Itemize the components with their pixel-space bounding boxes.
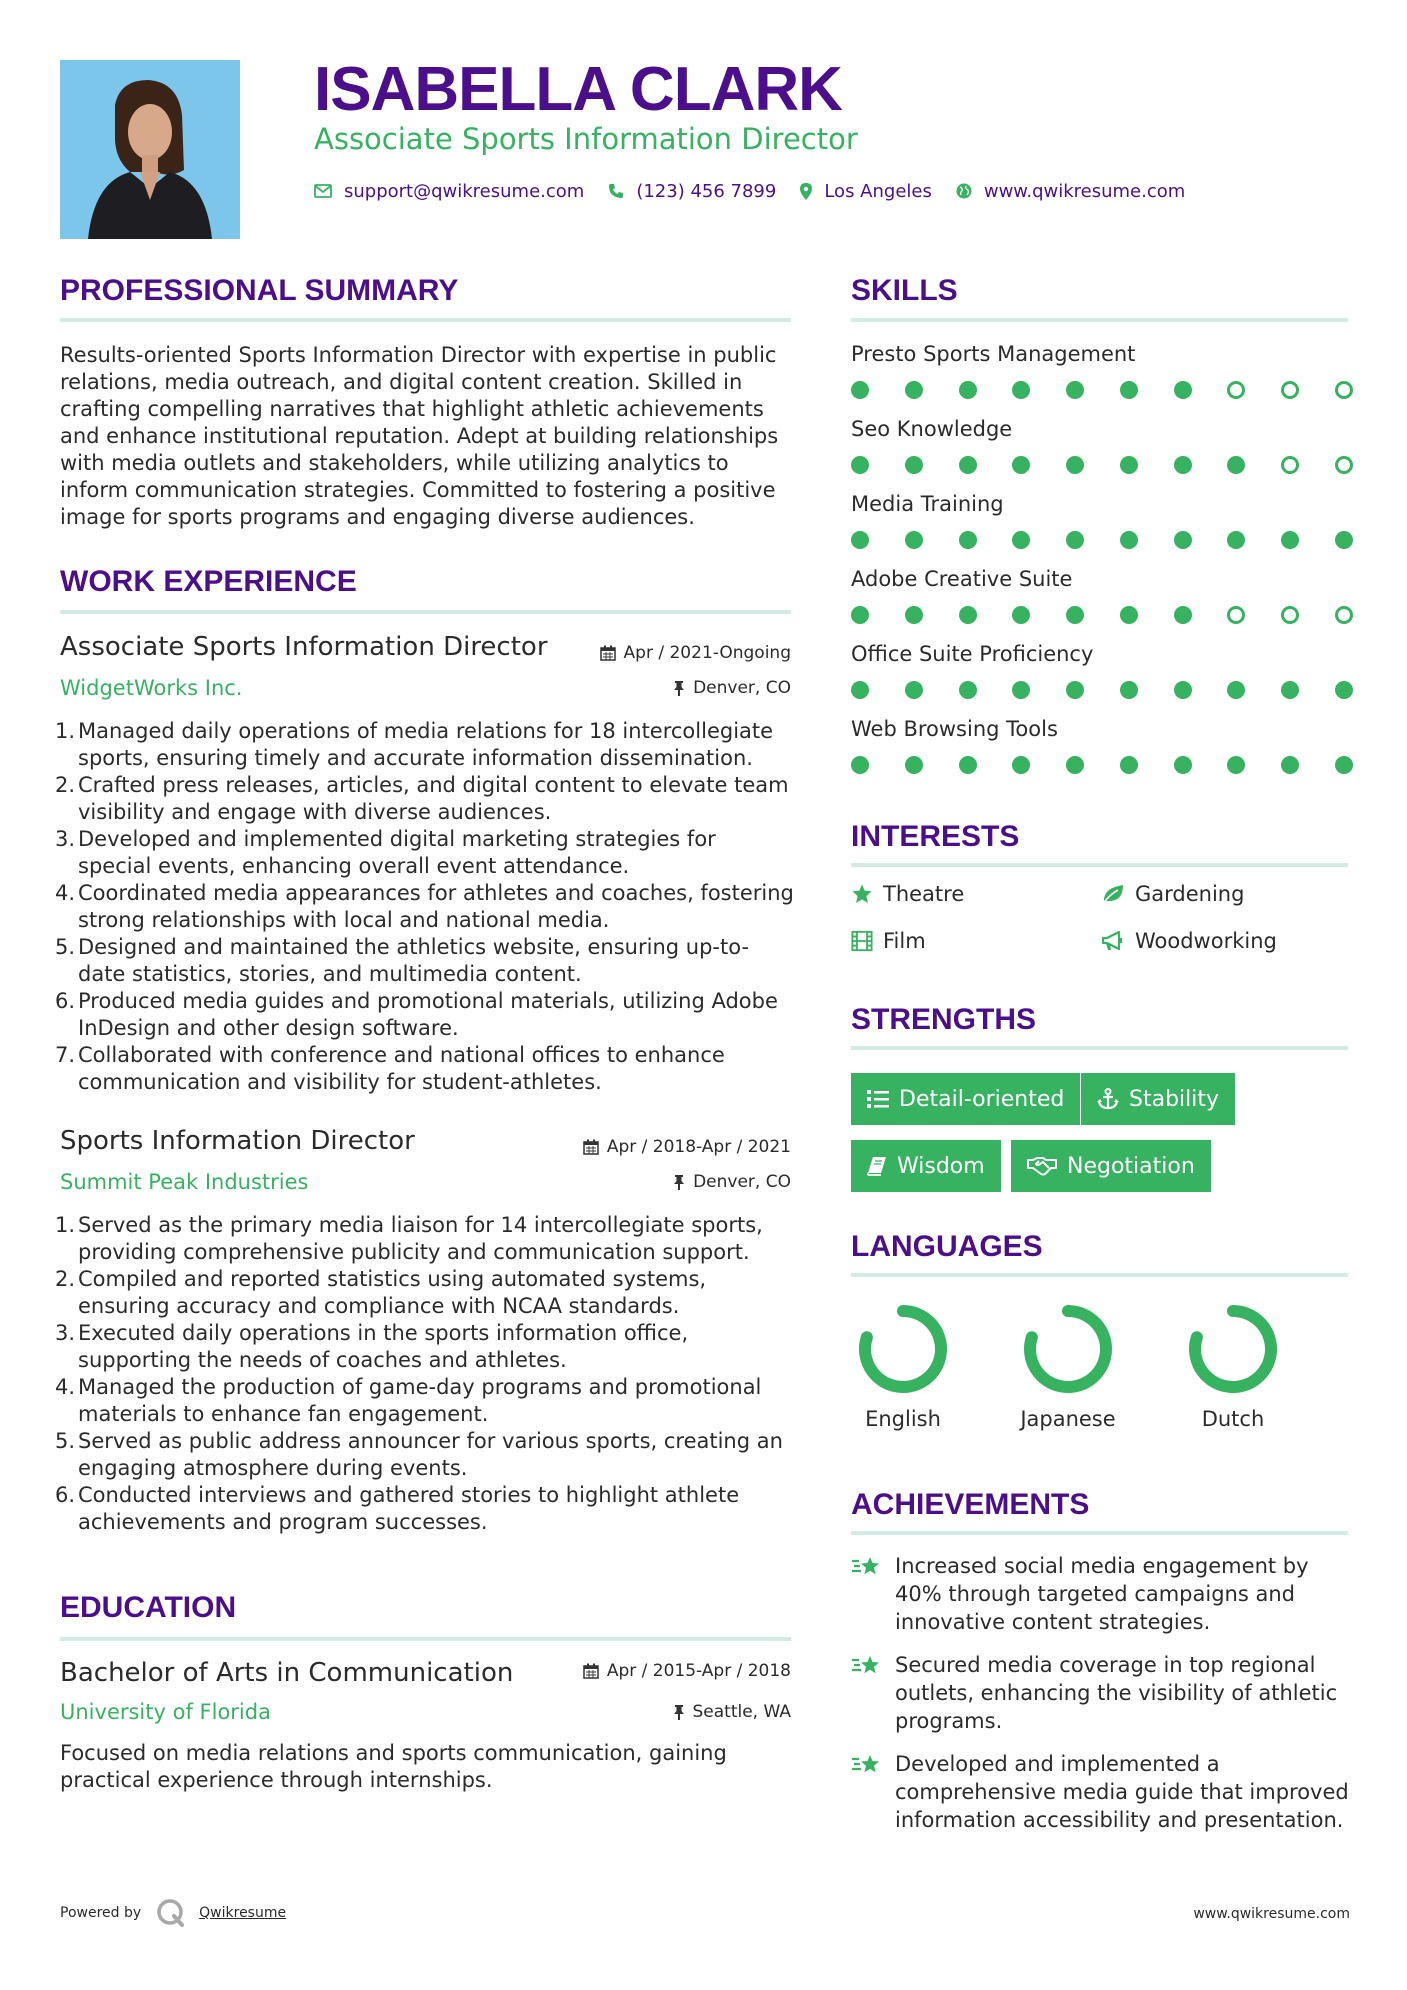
company-name: Summit Peak Industries [60,1170,309,1194]
map-marker-icon [800,183,812,200]
rating-dot-filled [1335,681,1353,699]
rating-dot-empty [1281,456,1299,474]
list-item: 5. Served as public address announcer for various sports, creating an engaging atmosphere during events. [55,1429,783,1480]
achievement-item [851,1651,1356,1735]
skill-rating [851,456,1353,474]
qwikresume-link[interactable]: Qwikresume [199,1905,287,1921]
skill-rating [851,381,1353,399]
rating-dot-filled [905,381,923,399]
rating-dot-filled [1012,681,1030,699]
star-icon [851,883,873,905]
rating-dot-filled [905,531,923,549]
rating-dot-filled [959,381,977,399]
list-item: 1. Served as the primary media liaison for 14 intercollegiate sports, providing comprehensive publicity and communication support. [55,1213,763,1264]
contact-email[interactable] [314,181,584,202]
rating-dot-filled [1066,381,1084,399]
job-date [600,643,791,663]
interest-item: Theatre [851,882,964,906]
rating-dot-empty [1227,606,1245,624]
interest-item: Gardening [1101,882,1244,906]
rating-dot-filled [905,756,923,774]
rating-dot-filled [905,681,923,699]
footer-powered-by [60,1898,286,1928]
calendar-icon [600,645,616,661]
skill-rating [851,606,1353,624]
pin-icon [673,680,685,696]
job-location-text: Denver, CO [693,678,791,698]
skills-divider [851,318,1348,322]
rating-dot-filled [851,756,869,774]
language-item [998,1301,1138,1431]
rating-dot-empty [1281,606,1299,624]
rating-dot-filled [1335,756,1353,774]
strength-tag: Negotiation [1011,1140,1211,1192]
skill-name: Adobe Creative Suite [851,567,1073,591]
rating-dot-filled [1012,456,1030,474]
school-name: University of Florida [60,1700,271,1724]
rating-dot-empty [1335,381,1353,399]
language-name: English [865,1407,941,1431]
shooting-star-icon [851,1554,883,1580]
summary-heading: PROFESSIONAL SUMMARY [60,274,459,307]
rating-dot-filled [1120,606,1138,624]
rating-dot-filled [1012,381,1030,399]
rating-dot-filled [1012,606,1030,624]
summary-divider [60,318,791,322]
skill-rating [851,756,1353,774]
leaf-icon [1101,883,1125,905]
contact-bar [314,176,1209,206]
job-bullet-list [55,1212,794,1536]
language-name: Dutch [1201,1407,1265,1431]
rating-dot-filled [1227,531,1245,549]
rating-dot-filled [1174,456,1192,474]
rating-dot-filled [959,681,977,699]
rating-dot-filled [959,606,977,624]
book-icon [867,1156,887,1176]
language-item [833,1301,973,1431]
rating-dot-filled [1066,531,1084,549]
rating-dot-filled [1120,681,1138,699]
rating-dot-filled [905,606,923,624]
skill-name: Media Training [851,492,1004,516]
location-text: Los Angeles [824,180,932,202]
rating-dot-filled [1120,381,1138,399]
list-item: 6. Conducted interviews and gathered stories to highlight athlete achievements and program successes. [55,1483,740,1534]
list-icon [867,1089,889,1109]
rating-dot-filled [851,681,869,699]
contact-phone[interactable] [608,181,776,202]
rating-dot-filled [1174,381,1192,399]
language-level-arc [1030,1311,1106,1387]
strength-tag: Wisdom [851,1140,1001,1192]
rating-dot-filled [851,531,869,549]
skill-name: Seo Knowledge [851,417,1013,441]
rating-dot-filled [851,381,869,399]
language-gauge [1185,1301,1281,1397]
achievements-heading: ACHIEVEMENTS [851,1488,1090,1521]
rating-dot-filled [1281,531,1299,549]
language-level-arc [865,1311,941,1387]
rating-dot-empty [1335,606,1353,624]
rating-dot-filled [1066,681,1084,699]
list-item: 3. Developed and implemented digital marketing strategies for special events, enhancing overall event attendance. [55,827,716,878]
achievement-item [851,1750,1356,1834]
job-location [673,678,791,698]
envelope-icon [314,184,332,198]
rating-dot-filled [1281,756,1299,774]
job-date-text: Apr / 2018-Apr / 2021 [606,1137,791,1157]
rating-dot-filled [1174,681,1192,699]
rating-dot-filled [1227,756,1245,774]
education-heading: EDUCATION [60,1591,237,1624]
rating-dot-filled [959,456,977,474]
rating-dot-filled [1012,531,1030,549]
rating-dot-filled [1120,756,1138,774]
interests-heading: INTERESTS [851,820,1020,853]
calendar-icon [583,1139,599,1155]
achievement-text: Increased social media engagement by 40% through targeted campaigns and innovative content strategies. [895,1554,1309,1634]
achievements-divider [851,1531,1348,1535]
rating-dot-filled [1335,531,1353,549]
rating-dot-empty [1281,381,1299,399]
rating-dot-filled [1227,681,1245,699]
list-item: 2. Compiled and reported statistics using automated systems, ensuring accuracy and compliance with NCAA standards. [55,1267,707,1318]
list-item: 7. Collaborated with conference and national offices to enhance communication and visibility for student-athletes. [55,1043,725,1094]
rating-dot-filled [1281,681,1299,699]
phone-text: (123) 456 7899 [636,180,777,202]
language-item [1163,1301,1303,1431]
rating-dot-filled [1066,606,1084,624]
powered-by-label: Powered by [60,1905,142,1921]
strengths-heading: STRENGTHS [851,1003,1037,1036]
education-date-text: Apr / 2015-Apr / 2018 [606,1661,791,1681]
shooting-star-icon [851,1653,883,1679]
language-level-arc [1195,1311,1271,1387]
list-item: 4. Coordinated media appearances for athletes and coaches, fostering strong relationships with local and national media. [55,881,794,932]
pin-icon [673,1174,685,1190]
rating-dot-filled [1012,756,1030,774]
skill-name: Presto Sports Management [851,342,1136,366]
handshake-icon [1027,1156,1057,1176]
rating-dot-empty [1227,381,1245,399]
company-name: WidgetWorks Inc. [60,676,243,700]
education-description: Focused on media relations and sports communication, gaining practical experience through internships. [60,1741,727,1792]
profile-photo [60,60,240,239]
rating-dot-filled [905,456,923,474]
interest-item: Film [851,929,926,953]
strengths-divider [851,1046,1348,1050]
rating-dot-filled [1120,531,1138,549]
rating-dot-filled [1066,456,1084,474]
list-item: 1. Managed daily operations of media relations for 18 intercollegiate sports, ensuring timely and accurate information dissemination. [55,719,774,770]
language-gauge [855,1301,951,1397]
language-gauge [1020,1301,1116,1397]
achievement-text: Secured media coverage in top regional outlets, enhancing the visibility of athletic programs. [895,1653,1338,1733]
candidate-name: ISABELLA CLARK [314,55,842,124]
skills-heading: SKILLS [851,274,958,307]
email-text: support@qwikresume.com [344,180,585,202]
anchor-icon [1097,1088,1119,1110]
interest-item: Woodworking [1101,929,1277,953]
list-item: 4. Managed the production of game-day programs and promotional materials to enhance fan engagement. [55,1375,762,1426]
languages-divider [851,1273,1348,1277]
candidate-title: Associate Sports Information Director [314,122,858,156]
rating-dot-filled [1174,531,1192,549]
job-location [673,1172,791,1192]
list-item: 6. Produced media guides and promotional materials, utilizing Adobe InDesign and other design software. [55,989,778,1040]
job-bullet-list [55,718,794,1096]
interests-divider [851,863,1348,867]
languages-heading: LANGUAGES [851,1230,1043,1263]
job-title: Sports Information Director [60,1126,415,1156]
job-title: Associate Sports Information Director [60,632,548,662]
job-location-text: Denver, CO [693,1172,791,1192]
work-divider [60,610,791,614]
education-date [583,1661,791,1681]
qwikresume-logo-icon [155,1898,187,1928]
rating-dot-filled [959,531,977,549]
rating-dot-filled [959,756,977,774]
skill-name: Web Browsing Tools [851,717,1058,741]
list-item: 5. Designed and maintained the athletics website, ensuring up-to-date statistics, stories, and multimedia content. [55,935,750,986]
rating-dot-filled [851,456,869,474]
skill-rating [851,681,1353,699]
contact-location [800,181,932,202]
globe-icon [956,183,972,199]
rating-dot-filled [1066,756,1084,774]
work-heading: WORK EXPERIENCE [60,565,357,598]
list-item: 2. Crafted press releases, articles, and digital content to elevate team visibility and engage with diverse audiences. [55,773,789,824]
rating-dot-filled [1174,606,1192,624]
education-divider [60,1637,791,1641]
degree-title: Bachelor of Arts in Communication [60,1658,514,1688]
skill-name: Office Suite Proficiency [851,642,1094,666]
shooting-star-icon [851,1752,883,1778]
list-item: 3. Executed daily operations in the sports information office, supporting the needs of coaches and athletes. [55,1321,689,1372]
rating-dot-empty [1335,456,1353,474]
bullhorn-icon [1101,930,1125,952]
education-location [673,1702,792,1722]
rating-dot-filled [1227,456,1245,474]
calendar-icon [583,1663,599,1679]
website-text: www.qwikresume.com [983,180,1186,202]
contact-website[interactable] [956,181,1185,202]
footer-website[interactable]: www.qwikresume.com [1193,1906,1350,1922]
achievement-text: Developed and implemented a comprehensive media guide that improved information accessibility and presentation. [895,1752,1349,1832]
language-name: Japanese [1020,1407,1116,1431]
education-location-text: Seattle, WA [692,1702,791,1722]
job-date-text: Apr / 2021-Ongoing [623,643,791,663]
job-date [583,1137,791,1157]
avatar [60,60,240,239]
achievement-item [851,1552,1356,1636]
strength-tag: Stability [1081,1073,1235,1125]
rating-dot-filled [851,606,869,624]
phone-icon [608,183,624,199]
summary-text: Results-oriented Sports Information Director with expertise in public relations, media outreach, and digital content creation. Skilled in crafting compelling narratives that highlight athletic achievements and enhance institutional reputation. Adept at building relationships with media outlets and stakeholders, while utilizing analytics to inform communication strategies. Committed to fostering a positive image for sports programs and engaging diverse audiences. [60,343,779,529]
film-icon [851,930,873,952]
rating-dot-filled [1174,756,1192,774]
pin-icon [673,1704,685,1720]
rating-dot-filled [1120,456,1138,474]
strength-tag: Detail-oriented [851,1073,1080,1125]
skill-rating [851,531,1353,549]
